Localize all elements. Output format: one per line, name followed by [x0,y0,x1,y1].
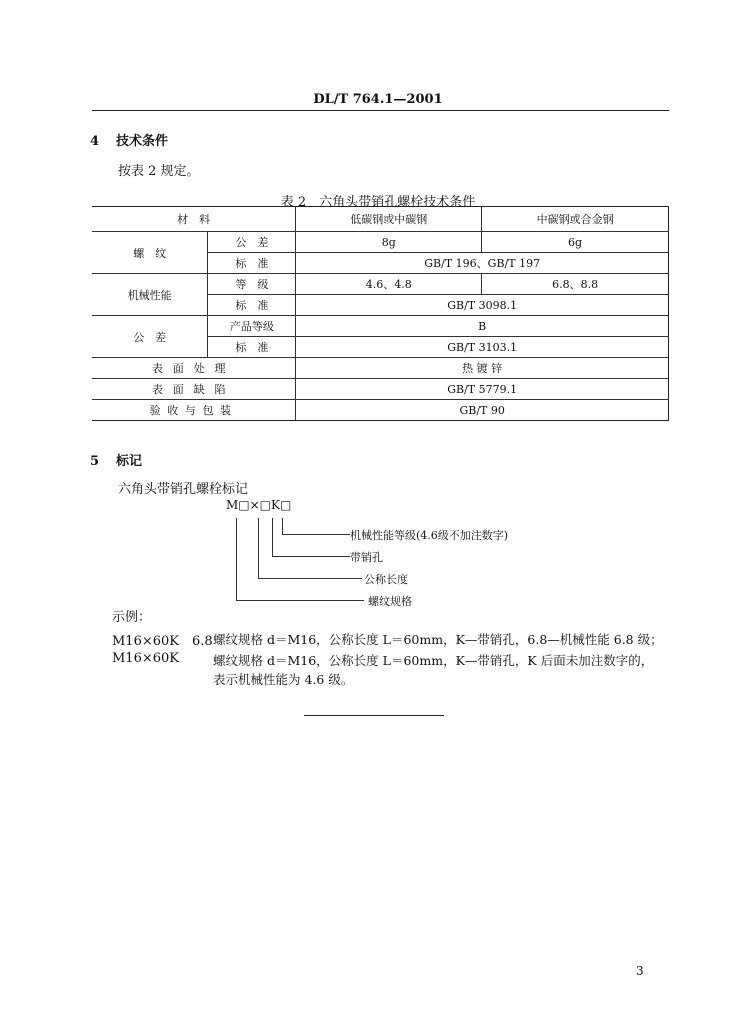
thread-label: 螺 纹 [92,232,208,274]
mech-grade-mid: 6.8、8.8 [482,274,669,295]
leader-line [258,578,362,579]
marking-diagram [226,496,546,608]
defect-value: GB/T 5779.1 [296,379,669,400]
marking-subtitle: 六角头带销孔螺栓标记 [118,482,249,497]
document-code: DL/T 764.1—2001 [313,92,443,107]
product-grade-value: B [296,316,669,337]
section-5-heading [90,450,142,469]
table-row [92,316,669,337]
section-5-title: 标记 [116,454,143,469]
leader-line [272,556,350,557]
thread-tol-low: 8g [296,232,482,253]
product-grade-label: 产品等级 [208,316,296,337]
mech-grade-low: 4.6、4.8 [296,274,482,295]
mech-grade-label: 等 级 [208,274,296,295]
leader-line [282,518,283,534]
table-row [92,379,669,400]
table-row [92,274,669,295]
leader-line [236,518,237,600]
thread-tol-mid: 6g [482,232,669,253]
mech-standard-label: 标 准 [208,295,296,316]
thread-standard-label: 标 准 [208,253,296,274]
header-rule [92,110,669,111]
mech-standard: GB/T 3098.1 [296,295,669,316]
examples-heading: 示例： [112,610,152,625]
leader-line [258,518,259,578]
label-mech-grade: 机械性能等级(4.6级不加注数字) [350,529,509,542]
section-4-body: 按表 2 规定。 [118,164,200,179]
acceptance-value: GB/T 90 [296,400,669,421]
page-number: 3 [636,964,644,978]
example-2-code: M16×60K [112,651,179,666]
label-pin-hole: 带销孔 [350,551,383,564]
example-2-text: 螺纹规格 d＝M16，公称长度 L＝60mm，K—带销孔，K 后面未加注数字的， [213,653,654,668]
example-1-text: 螺纹规格 d＝M16，公称长度 L＝60mm，K—带销孔，6.8—机械性能 6.8 级； [213,632,663,647]
material-mid: 中碳钢或合金钢 [482,207,669,232]
marking-formula: M□×□K□ [226,498,292,512]
surface-label: 表面处理 [92,358,296,379]
tolerance-group-label: 公 差 [92,316,208,358]
example-1-code: M16×60K 6.8 [112,634,213,649]
tol-standard: GB/T 3103.1 [296,337,669,358]
tol-standard-label: 标 准 [208,337,296,358]
table-row [92,358,669,379]
table-caption: 表 2 六角头带销孔螺栓技术条件 [280,195,476,210]
material-label: 材 料 [92,207,296,232]
example-2-text-cont: 表示机械性能为 4.6 级。 [213,672,354,687]
surface-value: 热 镀 锌 [296,358,669,379]
thread-standard: GB/T 196、GB/T 197 [296,253,669,274]
label-thread: 螺纹规格 [368,595,412,608]
acceptance-label: 验收与包装 [92,400,296,421]
material-low: 低碳钢或中碳钢 [296,207,482,232]
section-4-heading [90,130,168,149]
leader-line [236,600,364,601]
label-length: 公称长度 [364,573,408,586]
section-4-number: 4 [90,134,100,149]
spec-table [92,206,669,421]
table-row [92,232,669,253]
defect-label: 表面缺陷 [92,379,296,400]
table-row [92,207,669,232]
section-5-number: 5 [90,454,100,469]
table-row [92,400,669,421]
leader-line [282,534,350,535]
mech-label: 机械性能 [92,274,208,316]
section-4-title: 技术条件 [116,134,169,149]
end-rule [304,715,444,716]
thread-tolerance-label: 公 差 [208,232,296,253]
leader-line [272,518,273,556]
